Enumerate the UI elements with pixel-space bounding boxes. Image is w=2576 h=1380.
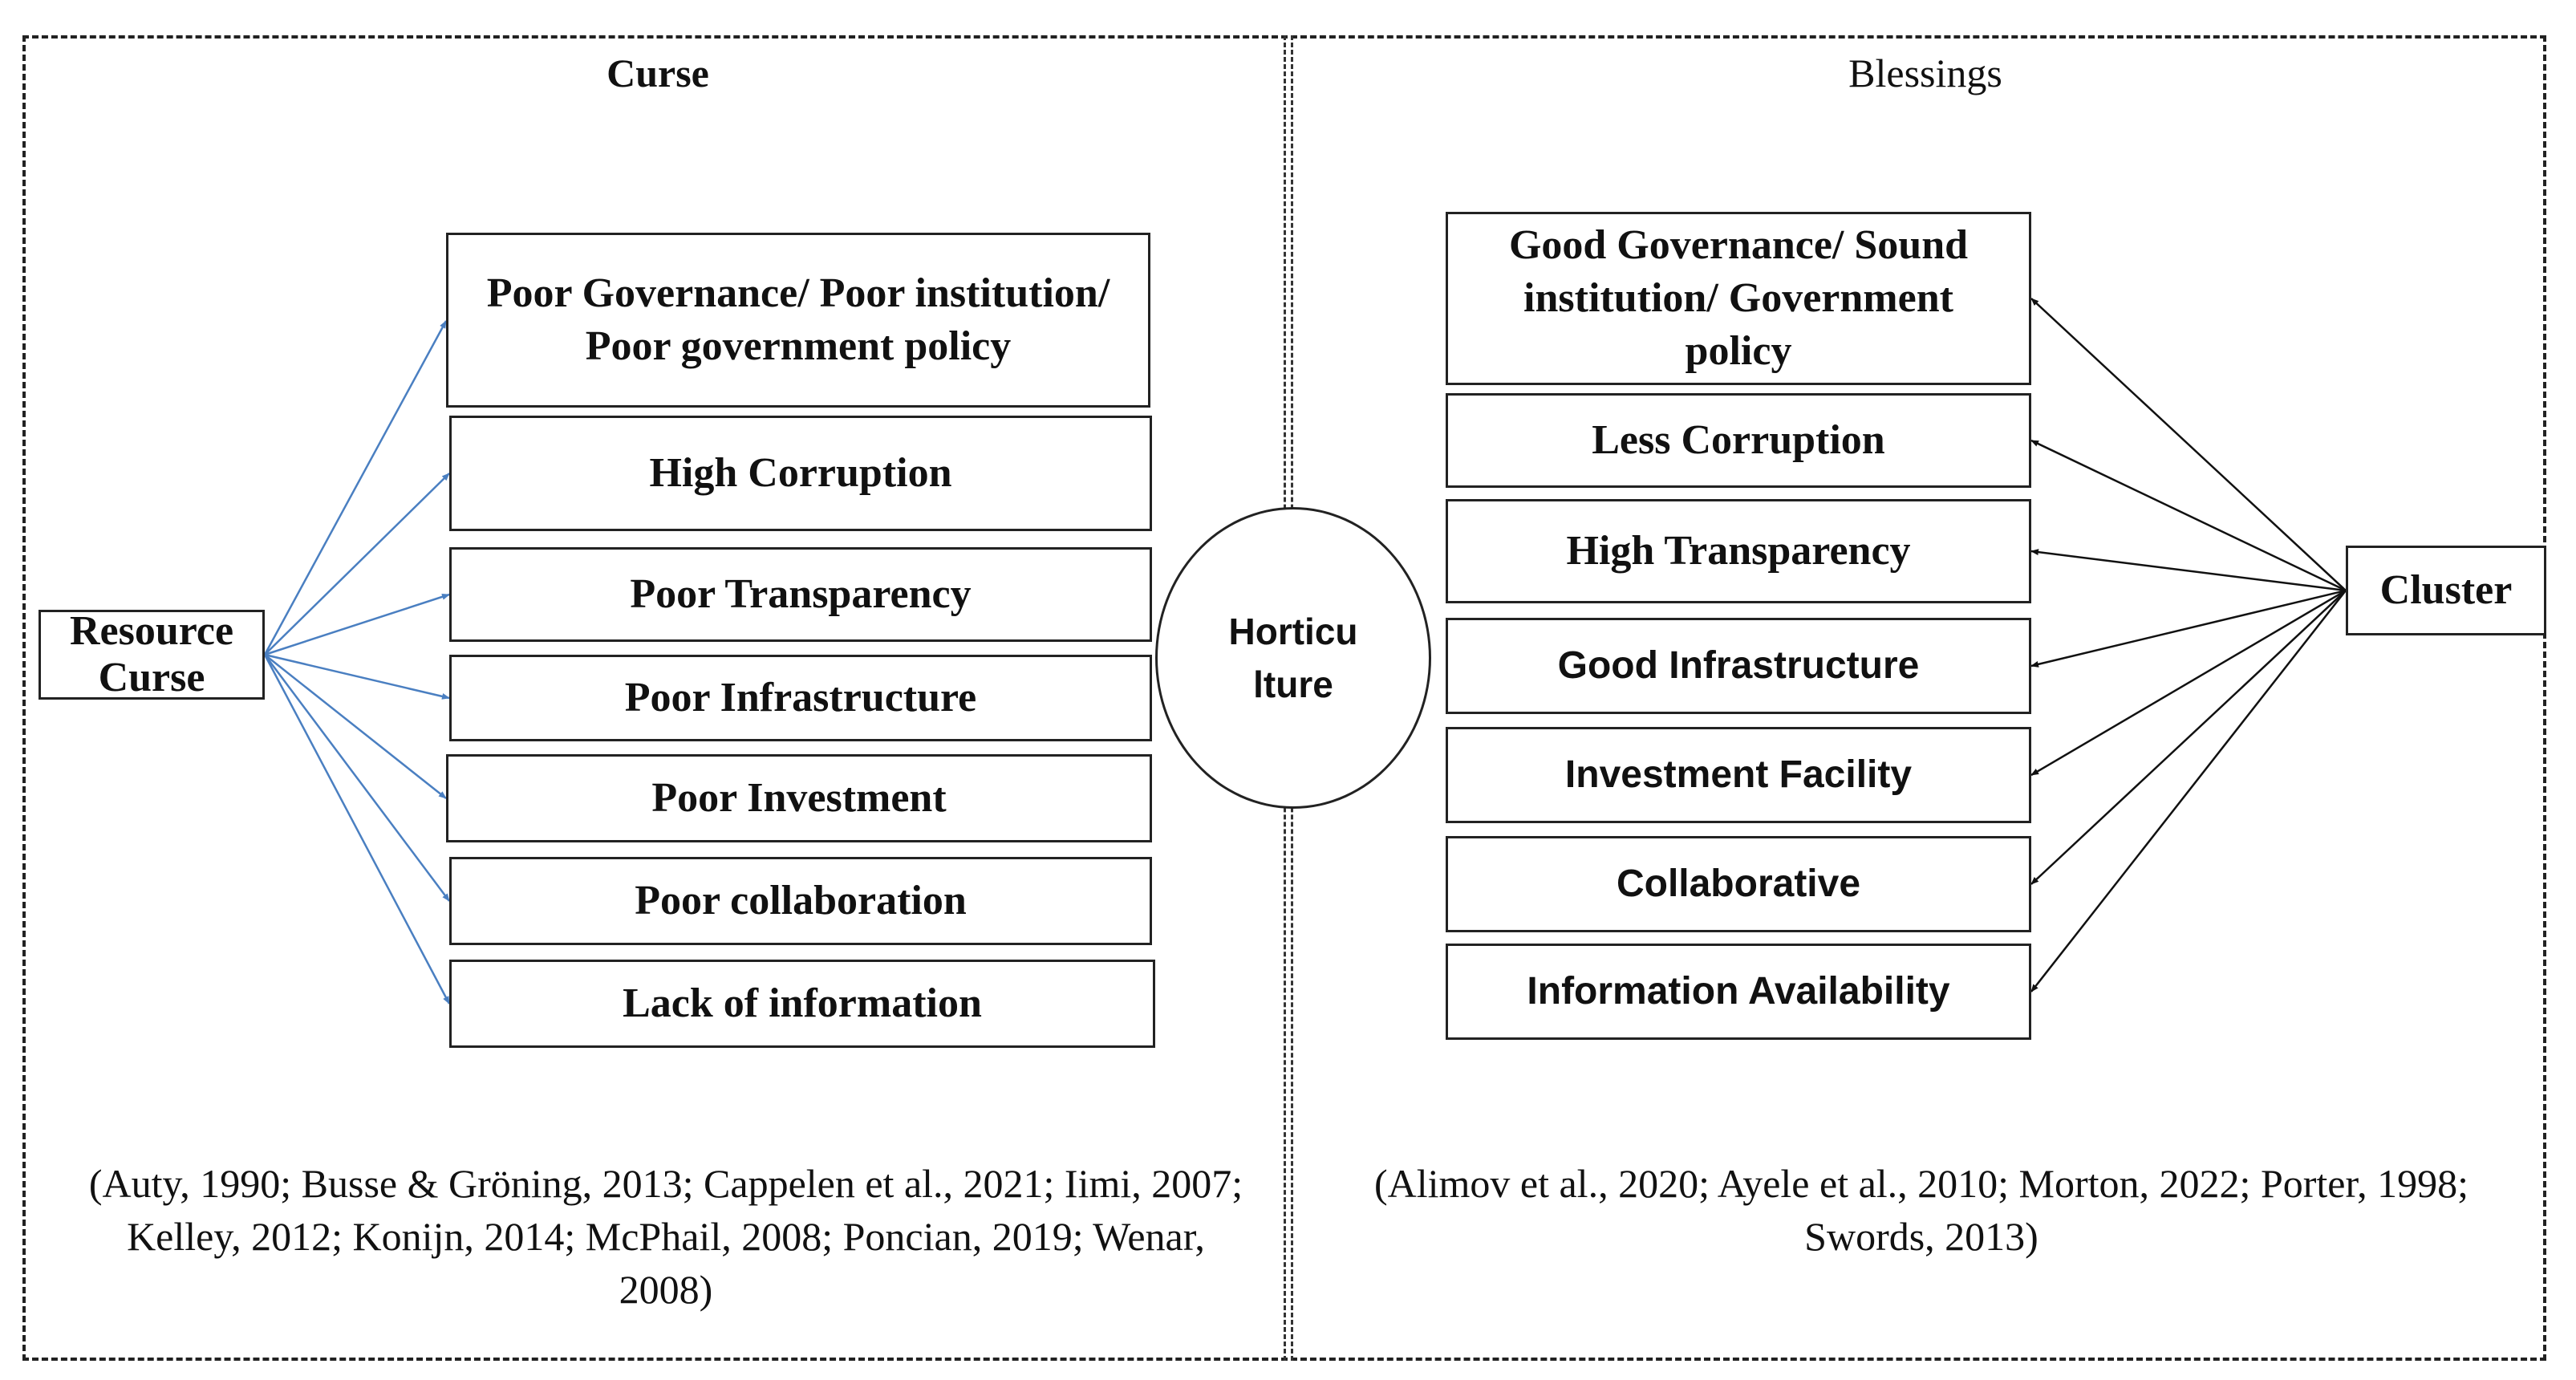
blessing-arrow-5 (2031, 591, 2346, 775)
curse-item-governance: Poor Governance/ Poor institution/ Poor government policy (446, 233, 1150, 408)
left-arrows (265, 321, 449, 1004)
right-heading: Blessings (1848, 51, 2002, 95)
curse-item-infrastructure: Poor Infrastructure (449, 655, 1152, 741)
blessing-arrow-6 (2031, 591, 2346, 884)
right-citation: (Alimov et al., 2020; Ayele et al., 2010; Morton, 2022; Porter, 1998; Swords, 2013) (1373, 1161, 2469, 1259)
curse-item-collaboration: Poor collaboration (449, 857, 1152, 945)
cluster-node: Cluster (2346, 546, 2546, 635)
right-arrows (2031, 298, 2346, 992)
curse-item-corruption: High Corruption (449, 416, 1152, 531)
blessing-arrow-3 (2031, 551, 2346, 591)
blessing-arrow-1 (2031, 298, 2346, 591)
blessing-item-transparency: High Transparency (1446, 499, 2031, 603)
curse-item-information: Lack of information (449, 960, 1155, 1048)
blessing-item-corruption: Less Corruption (1446, 393, 2031, 488)
resource-curse-node: Resource Curse (39, 610, 265, 700)
left-citation: (Auty, 1990; Busse & Gröning, 2013; Cappelen et al., 2021; Iimi, 2007; Kelley, 2012; Konijn, 2014; McPhail, 2008; Poncian, 2019; Wenar, 2008) (88, 1161, 1243, 1312)
left-heading: Curse (606, 51, 709, 95)
curse-arrow-7 (265, 655, 449, 1004)
blessing-arrow-2 (2031, 440, 2346, 591)
blessing-arrow-4 (2031, 591, 2346, 666)
curse-arrow-2 (265, 473, 449, 655)
horticulture-node (1155, 507, 1431, 809)
curse-item-transparency: Poor Transparency (449, 547, 1152, 642)
blessing-item-information: Information Availability (1446, 944, 2031, 1040)
curse-item-investment: Poor Investment (446, 754, 1152, 842)
blessing-item-infrastructure: Good Infrastructure (1446, 618, 2031, 714)
blessing-item-governance: Good Governance/ Sound institution/ Government policy (1446, 212, 2031, 385)
blessing-arrow-7 (2031, 591, 2346, 992)
blessing-item-collaborative: Collaborative (1446, 836, 2031, 932)
horticulture-label: Horticu lture (1228, 611, 1358, 705)
blessing-item-investment: Investment Facility (1446, 727, 2031, 823)
